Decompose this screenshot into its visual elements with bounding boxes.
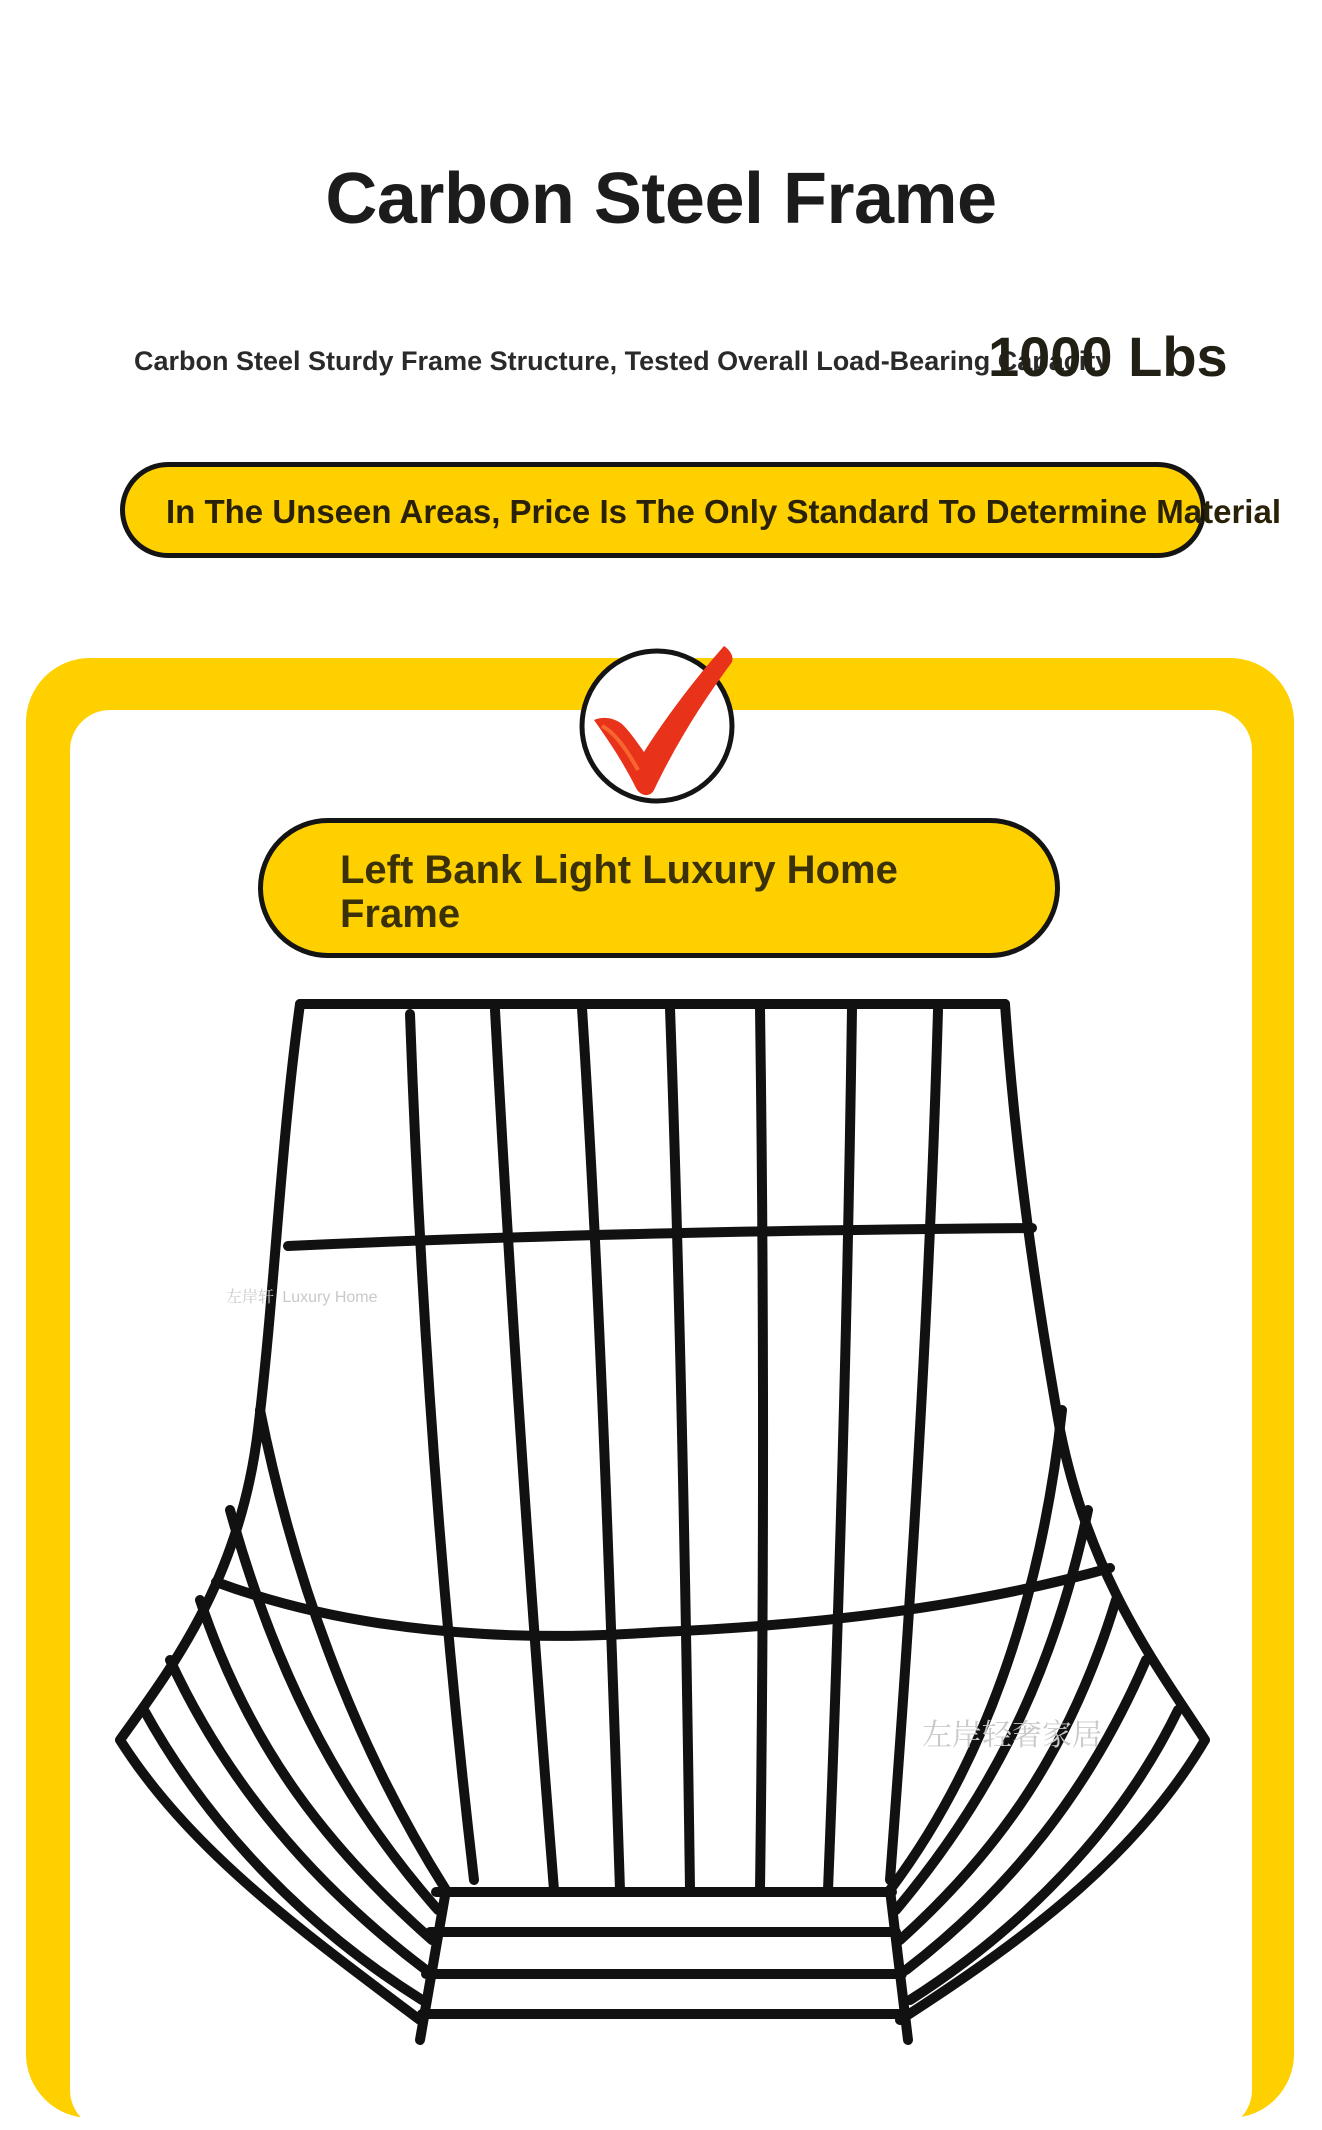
watermark-left: 左岸轩 Luxury Home	[226, 1289, 378, 1306]
material-banner-text: In The Unseen Areas, Price Is The Only Standard To Determine Material	[166, 493, 1281, 530]
checkmark-icon	[574, 640, 740, 806]
chair-frame-illustration	[100, 990, 1220, 2048]
subtitle-text: Carbon Steel Sturdy Frame Structure, Tested Overall Load-Bearing Capacity	[134, 346, 1111, 376]
page-title: Carbon Steel Frame	[325, 159, 997, 239]
frame-name-text: Left Bank Light Luxury Home Frame	[340, 848, 898, 936]
watermark-left-sub: Luxury Home	[282, 1289, 378, 1306]
watermark-right: 左岸轻奢家居	[922, 1719, 1102, 1752]
load-capacity-value: 1000 Lbs	[988, 325, 1228, 388]
